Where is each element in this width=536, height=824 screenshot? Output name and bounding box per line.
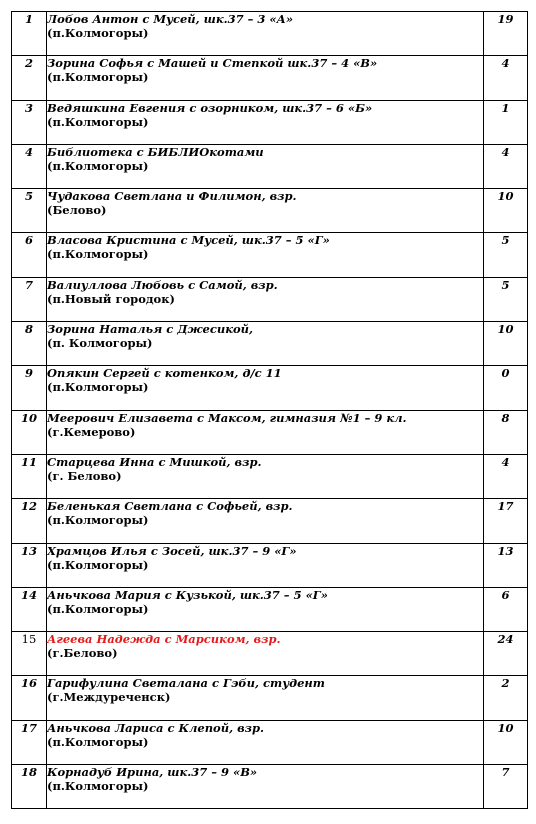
participant-name: Зорина Наталья с Джесикой, [47, 322, 254, 337]
participant-location: (п.Колмогоры) [47, 158, 149, 173]
table-row [12, 189, 528, 233]
row-number: 1 [12, 12, 47, 56]
score-cell: 0 [484, 366, 528, 410]
score-cell: 6 [484, 587, 528, 631]
table-row [12, 100, 528, 144]
participant-name: Беленькая Светлана с Софьей, взр. [47, 499, 293, 514]
row-number: 7 [12, 277, 47, 321]
score-cell: 10 [484, 189, 528, 233]
score-cell: 4 [484, 454, 528, 498]
participant-name: Ведяшкина Евгения с озорником, шк.37 – 6 «Б» [47, 100, 373, 115]
participant-name: Меерович Елизавета с Максом, гимназия №1 – 9 кл. [47, 410, 407, 425]
table-row [12, 676, 528, 720]
score-cell: 4 [484, 56, 528, 100]
document-page [11, 11, 528, 809]
participant-location: (Белово) [47, 203, 107, 218]
row-number: 8 [12, 322, 47, 366]
row-number: 15 [12, 632, 47, 676]
participant-name: Чудакова Светлана и Филимон, взр. [47, 189, 297, 204]
row-number: 2 [12, 56, 47, 100]
participant-cell [47, 676, 484, 720]
score-cell: 2 [484, 676, 528, 720]
row-number: 10 [12, 410, 47, 454]
participant-location: (п.Колмогоры) [47, 601, 149, 616]
participant-name: Опякин Сергей с котенком, д/с 11 [47, 366, 282, 381]
table-row [12, 720, 528, 764]
participant-name: Аньчкова Мария с Кузькой, шк.37 – 5 «Г» [47, 587, 328, 602]
participant-name: Храмцов Илья с Зосей, шк.37 – 9 «Г» [47, 543, 297, 558]
score-cell: 19 [484, 12, 528, 56]
row-number: 16 [12, 676, 47, 720]
score-cell: 5 [484, 233, 528, 277]
row-number: 11 [12, 454, 47, 498]
participant-location: (г.Кемерово) [47, 424, 136, 439]
table-row [12, 144, 528, 188]
row-number: 4 [12, 144, 47, 188]
participant-location: (п. Колмогоры) [47, 336, 153, 351]
participant-name: Валиуллова Любовь с Самой, взр. [47, 277, 278, 292]
participant-name: Библиотека с БИБЛИОкотами [47, 144, 264, 159]
participant-cell [47, 720, 484, 764]
participant-name: Лобов Антон с Мусей, шк.37 – 3 «А» [47, 12, 294, 26]
participant-cell [47, 322, 484, 366]
participant-location: (п.Колмогоры) [47, 247, 149, 262]
participant-cell [47, 100, 484, 144]
score-cell: 24 [484, 632, 528, 676]
row-number: 18 [12, 765, 47, 809]
row-number: 14 [12, 587, 47, 631]
table-row [12, 233, 528, 277]
participant-location: (п.Колмогоры) [47, 26, 149, 40]
participant-cell [47, 765, 484, 809]
row-number: 17 [12, 720, 47, 764]
table-row [12, 632, 528, 676]
participant-location: (г.Белово) [47, 646, 118, 661]
participant-cell [47, 144, 484, 188]
row-number: 12 [12, 499, 47, 543]
score-cell: 17 [484, 499, 528, 543]
participant-name: Аньчкова Лариса с Клепой, взр. [47, 720, 265, 735]
row-number: 6 [12, 233, 47, 277]
table-row [12, 499, 528, 543]
participant-location: (г.Междуреченск) [47, 690, 171, 705]
participant-name: Власова Кристина с Мусей, шк.37 – 5 «Г» [47, 233, 330, 248]
table-row [12, 277, 528, 321]
participant-cell [47, 410, 484, 454]
participant-cell [47, 366, 484, 410]
participant-location: (п.Новый городок) [47, 291, 175, 306]
participant-location: (п.Колмогоры) [47, 734, 149, 749]
participant-cell [47, 233, 484, 277]
table-row [12, 543, 528, 587]
participant-cell [47, 189, 484, 233]
score-cell: 7 [484, 765, 528, 809]
row-number: 13 [12, 543, 47, 587]
participant-cell [47, 454, 484, 498]
table-row [12, 765, 528, 809]
score-cell: 1 [484, 100, 528, 144]
row-number: 5 [12, 189, 47, 233]
score-cell: 8 [484, 410, 528, 454]
participant-location: (г. Белово) [47, 468, 122, 483]
row-number: 3 [12, 100, 47, 144]
participant-name: Корнадуб Ирина, шк.37 – 9 «В» [47, 765, 258, 780]
score-cell: 4 [484, 144, 528, 188]
participant-cell [47, 543, 484, 587]
results-table [11, 11, 528, 809]
participant-name: Агеева Надежда с Марсиком, взр. [47, 632, 281, 647]
participant-cell [47, 632, 484, 676]
table-row [12, 366, 528, 410]
score-cell: 5 [484, 277, 528, 321]
participant-cell [47, 12, 484, 56]
participant-cell [47, 56, 484, 100]
participant-cell [47, 499, 484, 543]
participant-location: (п.Колмогоры) [47, 513, 149, 528]
table-row [12, 587, 528, 631]
participant-name: Зорина Софья с Машей и Степкой шк.37 – 4 «В» [47, 56, 378, 71]
table-row [12, 56, 528, 100]
table-row [12, 454, 528, 498]
table-row [12, 12, 528, 56]
participant-name: Старцева Инна с Мишкой, взр. [47, 454, 262, 469]
participant-cell [47, 277, 484, 321]
participant-location: (п.Колмогоры) [47, 557, 149, 572]
participant-name: Гарифулина Светалана с Гэби, студент [47, 676, 325, 691]
participant-location: (п.Колмогоры) [47, 779, 149, 794]
row-number: 9 [12, 366, 47, 410]
participant-location: (п.Колмогоры) [47, 380, 149, 395]
participant-location: (п.Колмогоры) [47, 114, 149, 129]
score-cell: 10 [484, 720, 528, 764]
score-cell: 13 [484, 543, 528, 587]
participant-cell [47, 587, 484, 631]
table-row [12, 410, 528, 454]
score-cell: 10 [484, 322, 528, 366]
table-row [12, 322, 528, 366]
results-table-body [12, 12, 528, 809]
participant-location: (п.Колмогоры) [47, 70, 149, 85]
